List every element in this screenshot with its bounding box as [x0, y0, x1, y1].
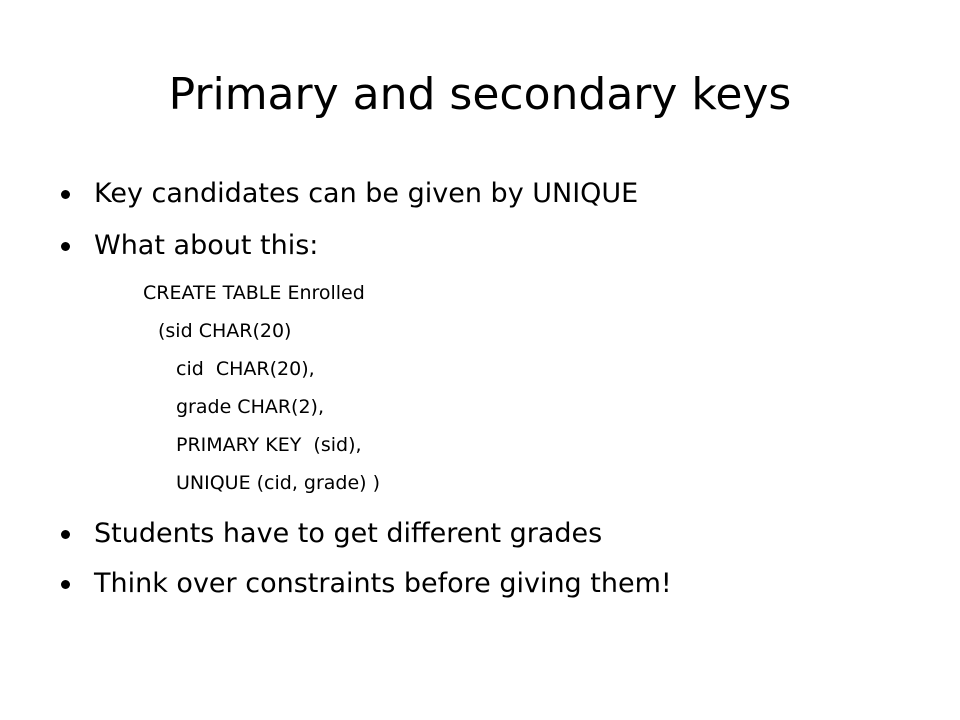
bullet-item: Key candidates can be given by UNIQUE: [94, 176, 638, 212]
code-line: grade CHAR(2),: [176, 396, 325, 418]
bullet-item: Think over constraints before giving them!: [94, 566, 672, 602]
code-line: CREATE TABLE Enrolled: [143, 282, 365, 304]
code-line: UNIQUE (cid, grade) ): [176, 472, 381, 494]
code-line: cid CHAR(20),: [176, 358, 315, 380]
code-line: (sid CHAR(20): [158, 320, 292, 342]
bullet-item: What about this:: [94, 228, 318, 264]
slide-title: Primary and secondary keys: [168, 69, 792, 120]
bullet-item: Students have to get different grades: [94, 516, 602, 552]
code-line: PRIMARY KEY (sid),: [176, 434, 362, 456]
